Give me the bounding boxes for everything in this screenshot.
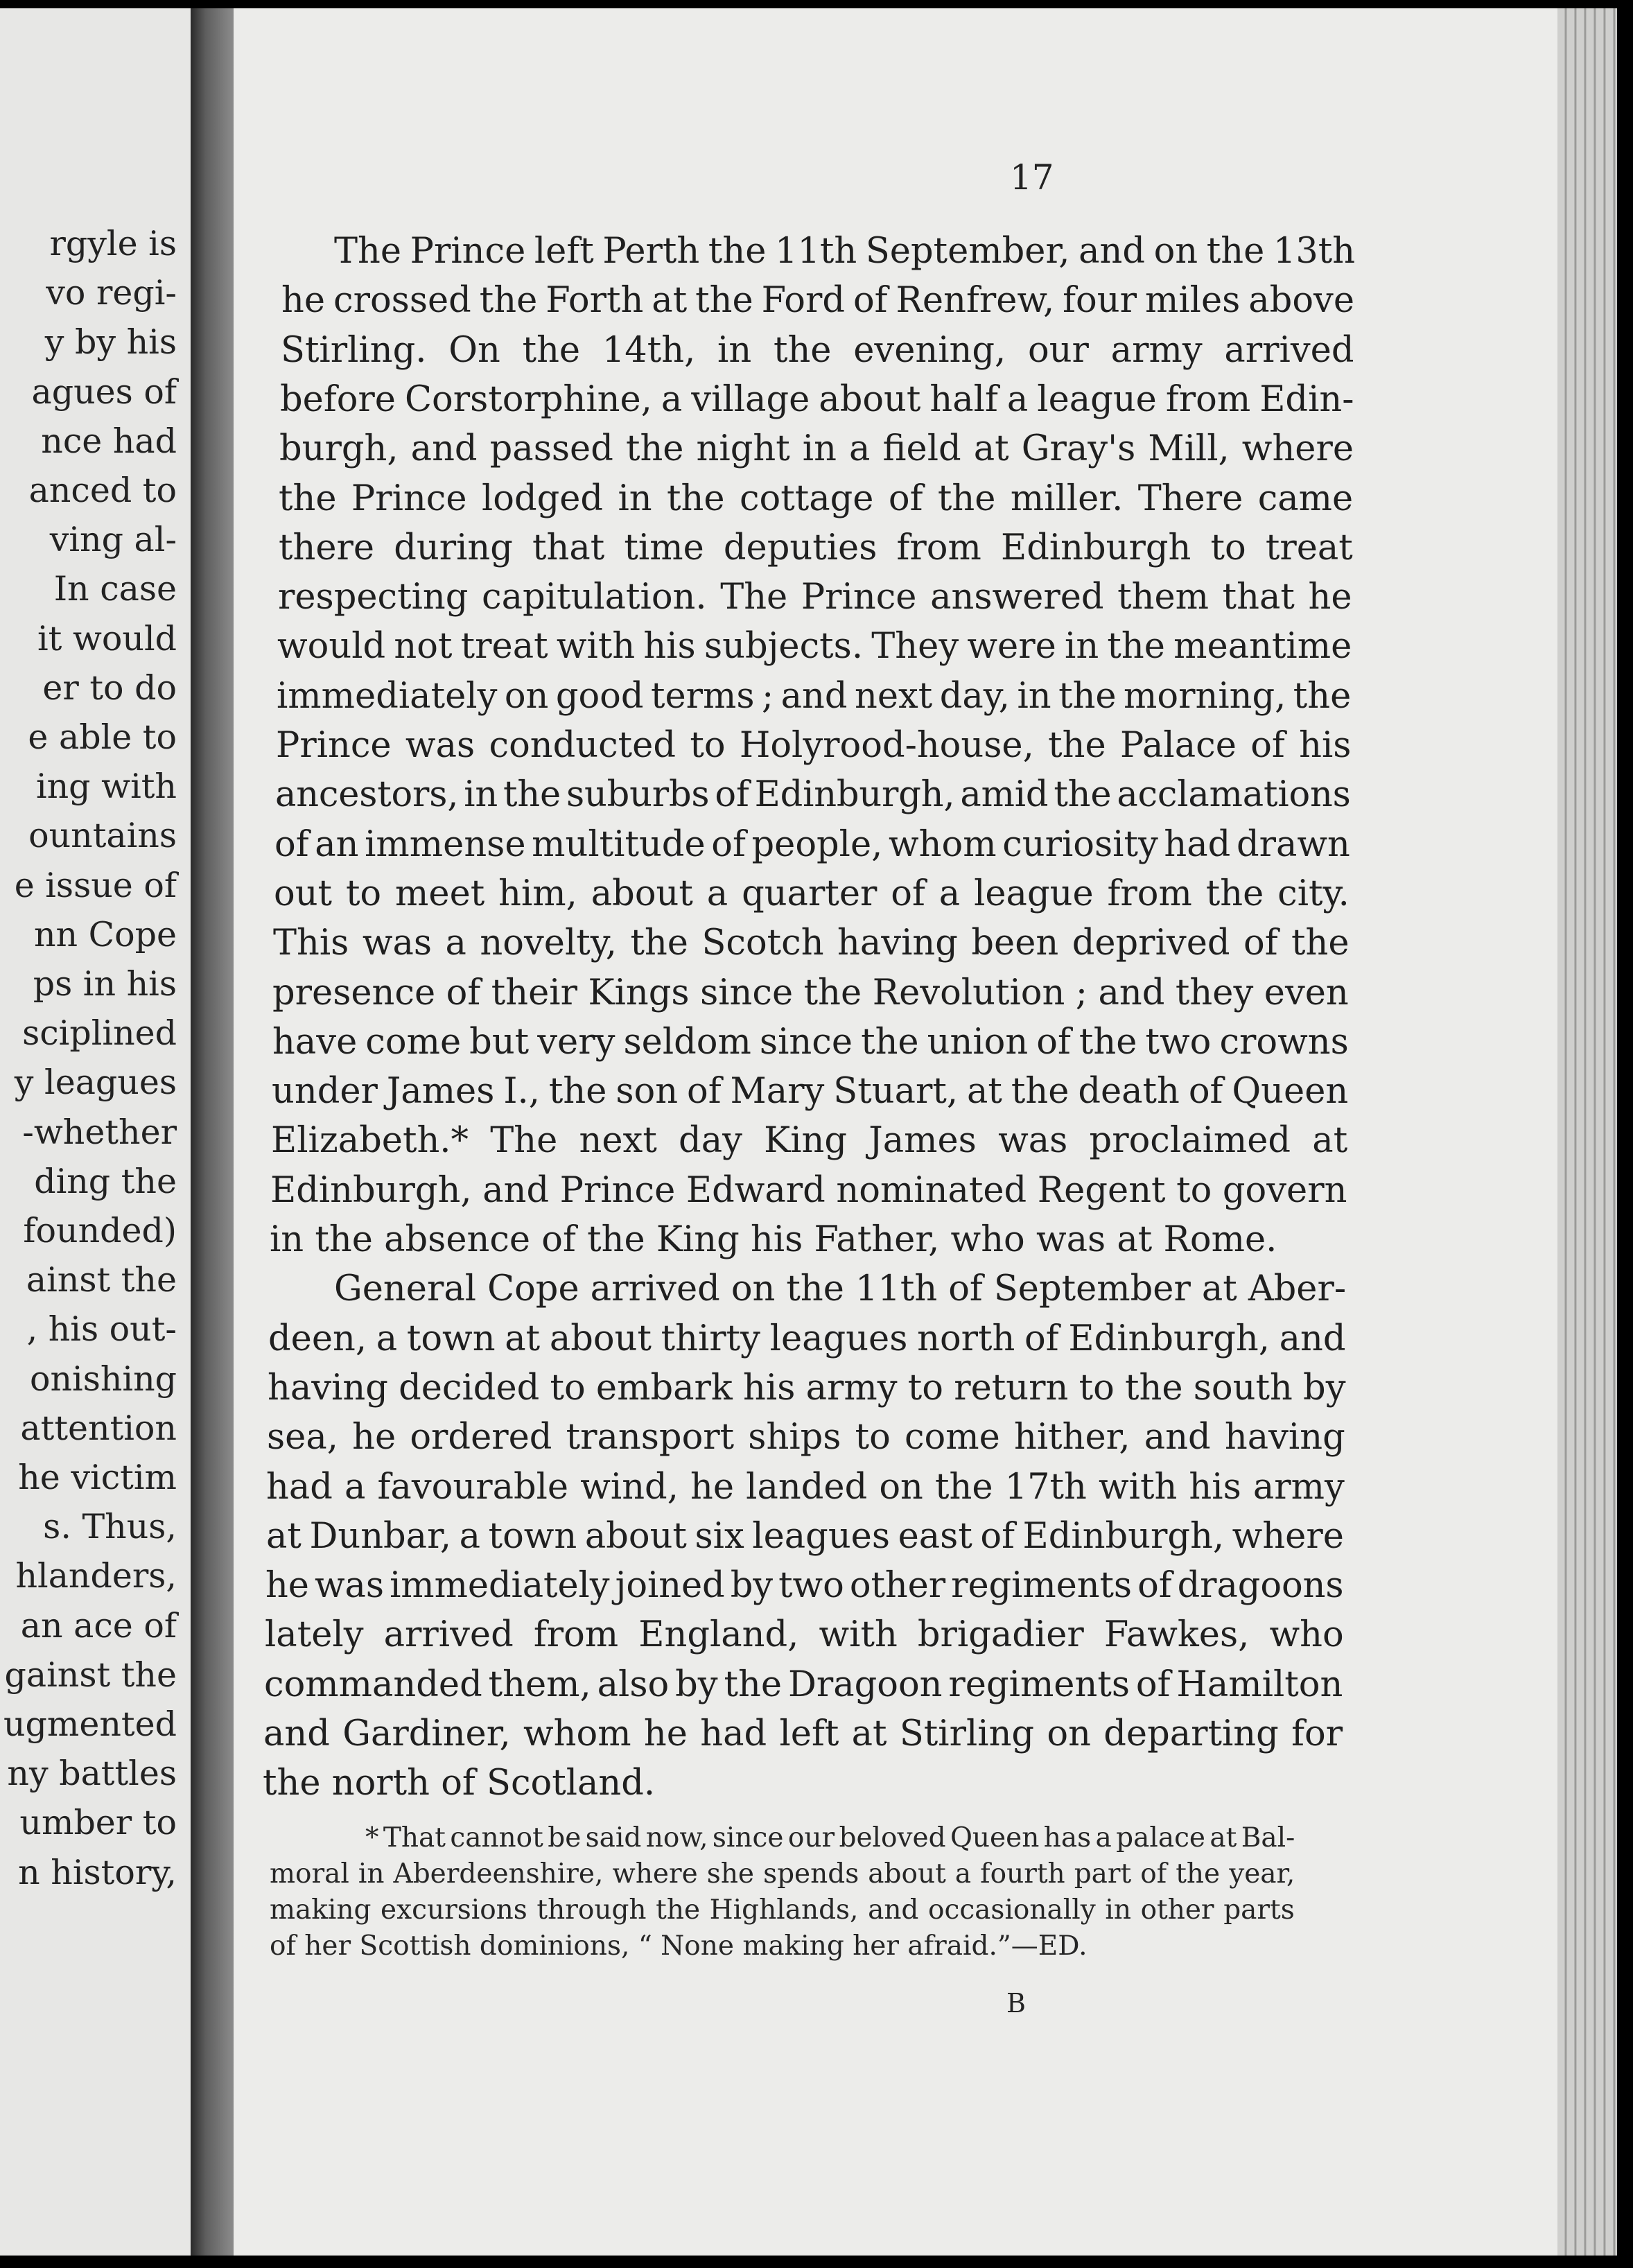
body-line: presence of their Kings since the Revolution ; and they even (272, 972, 1349, 1013)
body-line: have come but very seldom since the union of the two crowns (272, 1021, 1349, 1063)
body-line: commanded them, also by the Dragoon regiments of Hamilton (264, 1664, 1343, 1705)
body-line: the Prince lodged in the cottage of the miller. There came (279, 478, 1354, 519)
facing-page-line: rgyle is (49, 224, 177, 263)
body-line: lately arrived from England, with brigadier Fawkes, who (265, 1614, 1344, 1656)
facing-page-line: an ace of (20, 1605, 177, 1646)
facing-page-line: nn Cope (33, 914, 177, 954)
body-line: had a favourable wind, he landed on the 17th with his army (266, 1466, 1345, 1508)
facing-page-line: hlanders, (15, 1556, 177, 1596)
facing-page-line: vo regi- (46, 273, 177, 313)
body-line: of an immense multitude of people, whom curiosity had drawn (274, 823, 1350, 865)
facing-page-line: e issue of (14, 865, 177, 905)
page-number: 17 (1010, 157, 1054, 198)
body-line: This was a novelty, the Scotch having been deprived of the (273, 923, 1350, 964)
footnote-line: moral in Aberdeenshire, where she spends about a fourth part of the year, (270, 1858, 1295, 1890)
facing-page-line: attention (20, 1408, 177, 1448)
facing-page-line: In case (53, 569, 177, 609)
body-line: the north of Scotland. (263, 1763, 656, 1804)
body-line: there during that time deputies from Edinburgh to treat (279, 527, 1353, 568)
body-line: immediately on good terms ; and next day, in the morning, the (277, 675, 1352, 717)
facing-page-line: , his out- (26, 1309, 177, 1350)
facing-page-line: ps in his (33, 964, 177, 1004)
body-line: before Corstorphine, a village about half a league from Edin- (280, 378, 1354, 420)
facing-page-line: founded) (23, 1211, 177, 1250)
facing-page-line: ing with (35, 767, 177, 807)
body-line: at Dunbar, a town about six leagues east of Edinburgh, where (266, 1515, 1344, 1557)
body-line: The Prince left Perth the 11th September, and on the 13th (334, 231, 1356, 272)
facing-page-line: ding the (34, 1161, 177, 1201)
facing-page-line: ainst the (26, 1260, 177, 1300)
facing-page-line: e able to (28, 717, 177, 757)
body-line: in the absence of the King his Father, who was at Rome. (270, 1219, 1277, 1260)
body-line: Prince was conducted to Holyrood-house, the Palace of his (276, 725, 1352, 766)
body-line: and Gardiner, whom he had left at Stirling on departing for (263, 1713, 1343, 1754)
body-line: Elizabeth.* The next day King James was proclaimed at (271, 1120, 1348, 1162)
facing-page-line: er to do (42, 668, 177, 708)
body-line: he was immediately joined by two other regiments of dragoons (265, 1565, 1344, 1607)
body-line: would not treat with his subjects. They were in the meantime (277, 626, 1352, 668)
book-page (234, 8, 1557, 2256)
facing-page-line: n history, (18, 1852, 177, 1892)
body-line: Edinburgh, and Prince Edward nominated Regent to govern (270, 1169, 1347, 1211)
footnote-line: making excursions through the Highlands, and occasionally in other parts (270, 1894, 1295, 1926)
facing-page-line: gainst the (4, 1655, 177, 1695)
facing-page-fragment (0, 8, 191, 2256)
body-line: Stirling. On the 14th, in the evening, our army arrived (281, 329, 1354, 371)
signature-mark: B (1006, 1988, 1026, 2018)
book-gutter (191, 8, 234, 2256)
facing-page-line: agues of (31, 372, 177, 412)
body-line: out to meet him, about a quarter of a league from the city. (274, 873, 1350, 914)
footnote-line: of her Scottish dominions, “ None making her afraid.”—ED. (270, 1930, 1088, 1962)
footnote-line: * That cannot be said now, since our beloved Queen has a palace at Bal- (365, 1822, 1295, 1853)
body-line: sea, he ordered transport ships to come hither, and having (267, 1417, 1345, 1458)
page-edges (1557, 8, 1617, 2256)
facing-page-line: it would (37, 618, 177, 658)
body-line: under James I., the son of Mary Stuart, at the death of Queen (272, 1071, 1349, 1113)
facing-page-line: anced to (28, 471, 177, 510)
facing-page-line: ountains (28, 816, 177, 856)
facing-page-line: y leagues (14, 1063, 177, 1103)
facing-page-line: sciplined (22, 1013, 177, 1054)
facing-page-line: s. Thus, (43, 1507, 177, 1547)
facing-page-line: y by his (44, 322, 177, 363)
body-line: burgh, and passed the night in a field at Gray's Mill, where (279, 428, 1354, 470)
body-line: having decided to embark his army to return to the south by (268, 1367, 1346, 1408)
facing-page-line: nce had (41, 421, 177, 461)
facing-page-line: ving al- (49, 520, 177, 560)
facing-page-line: ny battles (7, 1754, 177, 1794)
facing-page-line: -whether (22, 1112, 177, 1152)
facing-page-line: onishing (29, 1359, 177, 1399)
body-line: deen, a town at about thirty leagues north of Edinburgh, and (268, 1318, 1346, 1359)
body-line: respecting capitulation. The Prince answered them that he (278, 577, 1352, 618)
facing-page-line: umber to (19, 1803, 177, 1843)
facing-page-line: ugmented (3, 1704, 177, 1744)
body-line: ancestors, in the suburbs of Edinburgh, amid the acclamations (275, 774, 1351, 816)
body-line: General Cope arrived on the 11th of September at Aber- (334, 1268, 1347, 1310)
facing-page-line: he victim (18, 1458, 177, 1497)
body-line: he crossed the Forth at the Ford of Renfrew, four miles above (281, 280, 1355, 322)
